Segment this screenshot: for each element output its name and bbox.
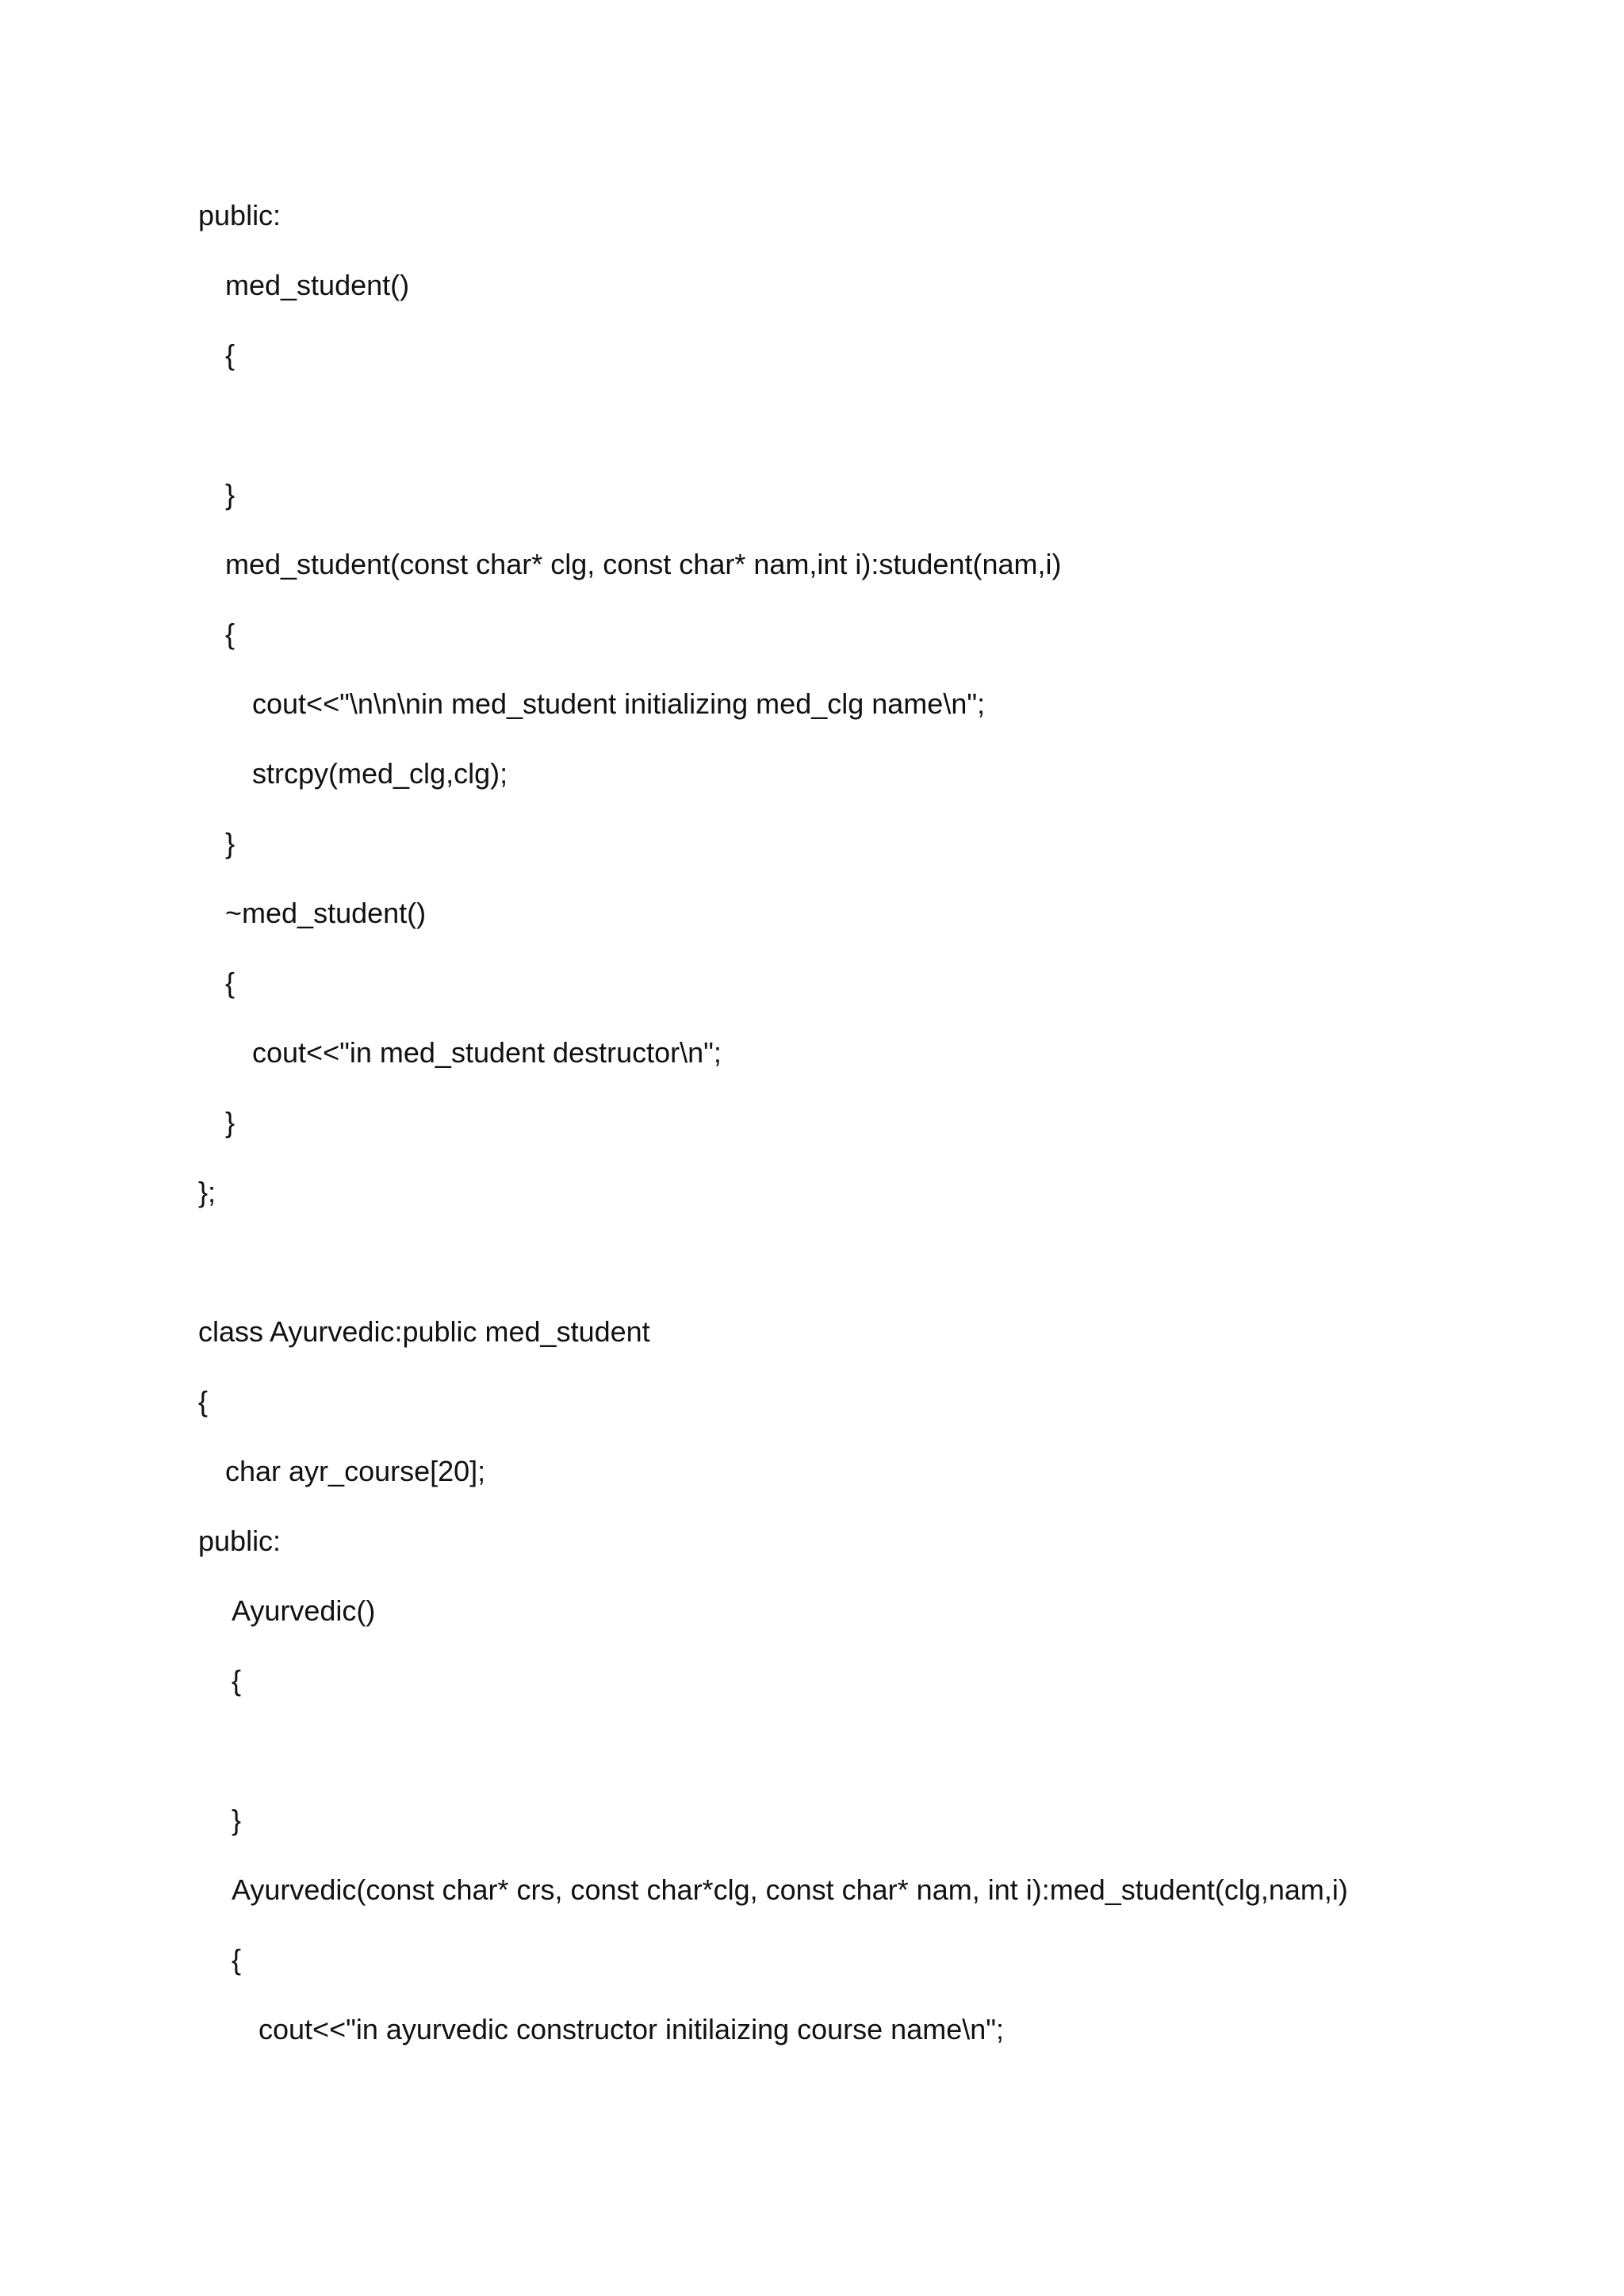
code-line: { (225, 966, 236, 999)
code-line: Ayurvedic(const char* crs, const char*clg, const char* nam, int i):med_student(clg,nam,i) (232, 1873, 1348, 1906)
code-line: ~med_student() (225, 897, 427, 929)
code-line: { (232, 1664, 242, 1697)
code-line: } (225, 1106, 236, 1138)
code-line: { (225, 339, 236, 371)
code-line: public: (198, 199, 282, 232)
code-line: } (225, 827, 236, 859)
code-line: strcpy(med_clg,clg); (252, 757, 508, 790)
code-line: { (232, 1943, 242, 1976)
code-line: med_student() (225, 269, 410, 301)
code-line: med_student(const char* clg, const char* nam,int i):student(nam,i) (225, 548, 1062, 580)
code-line: cout<<"\n\n\nin med_student initializing med_clg name\n"; (252, 687, 986, 720)
code-line: cout<<"in med_student destructor\n"; (252, 1036, 722, 1069)
code-line: }; (198, 1176, 216, 1208)
code-line: } (232, 1804, 242, 1836)
code-line: { (225, 618, 236, 650)
code-line: } (225, 478, 236, 511)
code-line: char ayr_course[20]; (225, 1455, 486, 1487)
code-line: { (198, 1385, 209, 1418)
code-line: cout<<"in ayurvedic constructor initilaizing course name\n"; (259, 2013, 1005, 2045)
code-line: class Ayurvedic:public med_student (198, 1315, 650, 1348)
code-line: public: (198, 1525, 282, 1557)
code-line: Ayurvedic() (232, 1594, 376, 1627)
